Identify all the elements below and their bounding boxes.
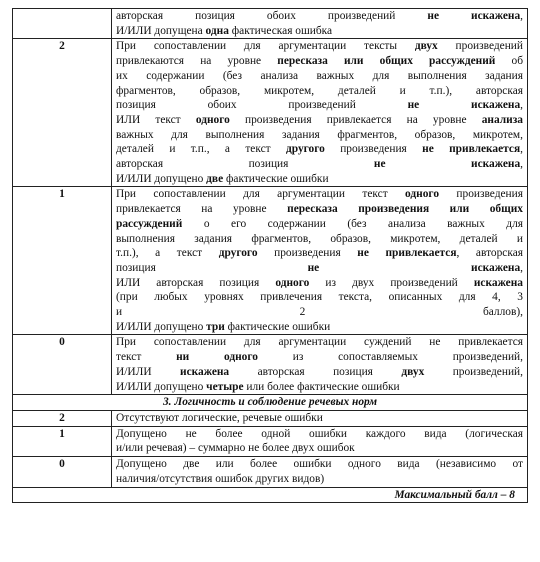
criterion-line xyxy=(116,276,523,291)
text: наличия/отсутствия ошибок других видов) xyxy=(116,472,325,485)
text: позиция обоих произведений xyxy=(116,99,408,112)
criterion-line xyxy=(116,98,523,113)
criterion-line xyxy=(116,350,523,365)
bold-text: одного xyxy=(405,188,440,201)
criterion-line xyxy=(116,305,523,320)
bold-text: искажена xyxy=(180,365,230,378)
criterion-line xyxy=(116,202,523,217)
score-cell: 0 xyxy=(13,335,112,395)
text: важных для выполнения задания фрагментов, образов, микротем, xyxy=(116,128,523,141)
text: из сопоставляемых произведений, xyxy=(257,351,523,364)
table-row xyxy=(13,335,528,395)
text: фактическая ошибка xyxy=(228,24,333,37)
criterion-line xyxy=(116,290,523,305)
criterion-cell xyxy=(112,39,528,187)
criterion-line xyxy=(116,365,523,380)
criterion-line xyxy=(116,380,523,395)
bold-text: три xyxy=(206,320,225,333)
section-title: 3. Логичность и соблюдение речевых норм xyxy=(13,395,528,411)
criterion-line xyxy=(116,411,523,426)
criterion-line xyxy=(116,457,523,472)
text: , xyxy=(520,261,523,274)
text: и/или речевая) – суммарно не более двух ошибок xyxy=(116,442,355,455)
text: или более фактические ошибки xyxy=(243,380,400,393)
bold-text: две xyxy=(206,172,224,185)
criterion-line xyxy=(116,246,523,261)
criterion-cell xyxy=(112,426,528,456)
section-header-row xyxy=(13,395,528,411)
text: произведения xyxy=(439,188,523,201)
criterion-line xyxy=(116,441,523,456)
text: При сопоставлении для аргументации текст xyxy=(116,188,406,201)
criterion-line xyxy=(116,157,523,172)
bold-text: пересказа или общих рассуждений xyxy=(277,55,496,68)
text: И/ИЛИ допущена xyxy=(116,24,206,37)
logic-criteria-rows xyxy=(13,410,528,487)
bold-text: ни одного xyxy=(176,351,258,364)
criterion-line xyxy=(116,142,523,157)
bold-text: пересказа произведения или общих xyxy=(287,203,523,216)
text: произведений xyxy=(437,40,523,53)
text: (при любых уровнях привлечения текста, описанных для 4, 3 xyxy=(116,291,523,304)
text: и 2 баллов), xyxy=(116,306,523,319)
criterion-line xyxy=(116,39,523,54)
criterion-line xyxy=(116,128,523,143)
table-row xyxy=(13,426,528,456)
criterion-line xyxy=(116,172,523,187)
bold-text: рассуждений xyxy=(116,217,183,230)
text: И/ИЛИ допущено xyxy=(116,380,207,393)
text: , xyxy=(520,158,524,171)
max-score-group xyxy=(13,487,528,503)
text: , xyxy=(520,10,524,22)
bold-text: одна xyxy=(205,24,229,37)
criterion-line xyxy=(116,261,523,276)
text: Допущено не более одной ошибки каждого вида (логическая xyxy=(116,427,523,440)
text: привлекаются на уровне xyxy=(116,55,278,68)
text: авторская позиция xyxy=(116,158,374,171)
text: привлекается на уровне xyxy=(116,203,288,216)
criterion-cell xyxy=(112,335,528,395)
text: И/ИЛИ допущено xyxy=(116,172,207,185)
text: о его содержании (без анализа важных для xyxy=(182,217,523,230)
text: Допущено две или более ошибки одного вида (независимо от xyxy=(116,458,523,471)
bold-text: не искажена xyxy=(373,158,521,171)
criterion-line xyxy=(116,54,523,69)
text: выполнения задания фрагментов, образов, микротем, деталей и xyxy=(116,232,523,245)
text: деталей и т.п., а текст xyxy=(116,143,287,156)
table-row xyxy=(13,187,528,335)
text: фактические ошибки xyxy=(223,172,329,185)
criterion-line xyxy=(116,113,523,128)
text: , авторская xyxy=(456,247,524,260)
bold-text: не искажена xyxy=(427,10,521,22)
criterion-line xyxy=(116,232,523,247)
criterion-line xyxy=(116,9,523,24)
text: ИЛИ авторская позиция xyxy=(116,276,276,289)
text: произведения привлекается на уровне xyxy=(229,113,482,126)
bold-text: четыре xyxy=(206,380,244,393)
criterion-cell xyxy=(112,187,528,335)
criterion-cell xyxy=(112,9,528,39)
text: произведения xyxy=(324,143,423,156)
text: ИЛИ текст xyxy=(116,113,196,126)
criterion-line xyxy=(116,427,523,442)
criterion-cell xyxy=(112,410,528,426)
bold-text: другого xyxy=(286,143,325,156)
score-cell: 2 xyxy=(13,410,112,426)
criterion-line xyxy=(116,24,523,39)
text: текст xyxy=(116,351,177,364)
rubric-table xyxy=(12,8,528,503)
text: И/ИЛИ xyxy=(116,365,180,378)
text: об xyxy=(495,55,523,68)
text: При сопоставлении для аргументации тексты xyxy=(116,40,415,53)
bold-text: анализа xyxy=(481,113,523,126)
score-cell xyxy=(13,9,112,39)
score-cell: 0 xyxy=(13,457,112,487)
text: авторская позиция xyxy=(229,365,402,378)
text: т.п.), а текст xyxy=(116,247,219,260)
text: , xyxy=(520,143,523,156)
bold-text: двух xyxy=(401,365,425,378)
text: фрагментов, образов, микротем, деталей и т.п.), авторская xyxy=(116,84,523,97)
criterion-line xyxy=(116,84,523,99)
bold-text: не искажена xyxy=(307,261,521,274)
bold-text: другого xyxy=(218,247,258,260)
text: их содержании (без анализа важных для выполнения задания xyxy=(116,69,523,82)
criterion-line xyxy=(116,187,523,202)
text: Отсутствуют логические, речевые ошибки xyxy=(116,411,323,424)
text: произведений, xyxy=(424,365,523,378)
text: фактические ошибки xyxy=(224,320,331,333)
max-score-row xyxy=(13,487,528,503)
bold-text: двух xyxy=(414,40,438,53)
max-score-label: Максимальный балл – 8 xyxy=(13,487,528,503)
text: И/ИЛИ допущено xyxy=(116,320,207,333)
bold-text: не привлекается xyxy=(357,247,457,260)
section-header-group xyxy=(13,395,528,411)
criterion-line xyxy=(116,472,523,487)
score-cell: 1 xyxy=(13,426,112,456)
text: произведения xyxy=(257,247,358,260)
criterion-cell xyxy=(112,457,528,487)
table-row xyxy=(13,410,528,426)
bold-text: искажена xyxy=(473,276,523,289)
bold-text: не искажена xyxy=(407,99,521,112)
criterion-line xyxy=(116,69,523,84)
text: При сопоставлении для аргументации суждений не привлекается xyxy=(116,336,523,349)
text: , xyxy=(520,99,524,112)
table-row xyxy=(13,457,528,487)
bold-text: одного xyxy=(275,276,310,289)
bold-text: не привлекается xyxy=(422,143,521,156)
text: позиция xyxy=(116,261,308,274)
text: авторская позиция обоих произведений xyxy=(116,10,428,22)
bold-text: одного xyxy=(195,113,230,126)
criteria-rows xyxy=(13,9,528,395)
score-cell: 2 xyxy=(13,39,112,187)
criterion-line xyxy=(116,217,523,232)
score-cell: 1 xyxy=(13,187,112,335)
table-row xyxy=(13,39,528,187)
text: из двух произведений xyxy=(309,276,474,289)
table-row xyxy=(13,9,528,39)
criterion-line xyxy=(116,320,523,335)
criterion-line xyxy=(116,335,523,350)
